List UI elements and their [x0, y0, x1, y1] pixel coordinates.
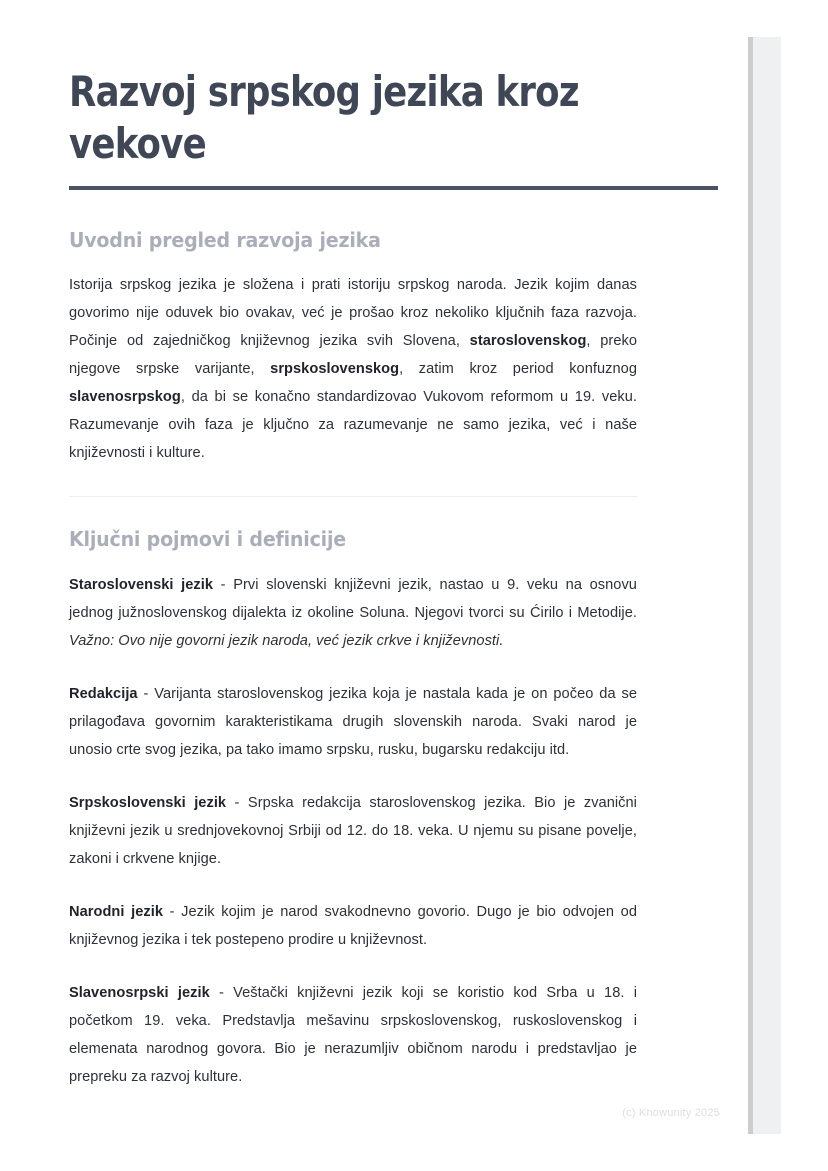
term-label: slavenosrpskog	[69, 389, 181, 405]
term-label: Redakcija	[69, 686, 138, 702]
text-run: - Veštački književni jezik koji se koristio kod Srba u 18. i početkom 19. veka. Predstavlja mešavinu srpskoslovenskog, ruskoslovenskog i elemenata narodnog govora. Bio je nerazumljiv običnom narodu i predstavljao je prepreku za razvoj kulture.	[69, 985, 637, 1085]
section-separator	[69, 496, 637, 497]
intro-paragraph	[69, 271, 637, 467]
text-run: - Varijanta staroslovenskog jezika koja je nastala kada je on počeo da se prilagođava govornim karakteristikama drugih slovenskih naroda. Svaki narod je unosio crte svog jezika, pa tako imamo srpsku, rusku, bugarsku redakciju itd.	[69, 686, 637, 758]
term-definition	[69, 571, 637, 655]
document-content	[69, 66, 637, 1091]
section-intro	[69, 227, 637, 467]
text-run: - Jezik kojim je narod svakodnevno govorio. Dugo je bio odvojen od književnog jezika i tek postepeno prodire u književnost.	[69, 904, 637, 948]
term-label: Srpskoslovenski jezik	[69, 795, 227, 811]
term-label: srpskoslovenskog	[270, 361, 400, 377]
text-run: , da bi se konačno standardizovao Vukovom reformom u 19. veku. Razumevanje ovih faza je ključno za razumevanje ne samo jezika, već i naše književnosti i kulture.	[69, 389, 637, 461]
emphasis-note: Važno: Ovo nije govorni jezik naroda, već jezik crkve i književnosti.	[69, 633, 504, 649]
term-definition	[69, 898, 637, 954]
page-title: Razvoj srpskog jezika kroz vekove	[69, 67, 579, 168]
text-run: Istorija srpskog jezika je složena i prati istoriju srpskog naroda. Jezik kojim danas govorimo nije oduvek bio ovakav, već je prošao kroz nekoliko ključnih faza razvoja. Počinje od zajedničkog književnog jezika svih Slovena,	[69, 277, 637, 349]
term-label: Staroslovenski jezik	[69, 577, 214, 593]
term-definition	[69, 789, 637, 873]
term-label: Narodni jezik	[69, 904, 163, 920]
text-run: - Srpska redakcija staroslovenskog jezika. Bio je zvanični književni jezik u srednjovekovnoj Srbiji od 12. do 18. veka. U njemu su pisane povelje, zakoni i crkvene knjige.	[69, 795, 637, 867]
section-key-terms	[69, 526, 637, 1091]
footer-copyright: (c) Knowunity 2025	[622, 1107, 720, 1119]
term-definition	[69, 680, 637, 764]
term-label: staroslovenskog	[469, 333, 587, 349]
term-definition-list	[69, 571, 637, 1091]
title-divider	[69, 186, 718, 190]
page-side-panel[interactable]	[748, 37, 781, 1134]
term-label: Slavenosrpski jezik	[69, 985, 210, 1001]
text-run: , zatim kroz period konfuznog	[399, 361, 637, 377]
term-definition	[69, 979, 637, 1091]
section-heading-key-terms: Ključni pojmovi i definicije	[69, 527, 347, 551]
section-heading-intro: Uvodni pregled razvoja jezika	[69, 228, 381, 252]
text-run: , preko njegove srpske varijante,	[69, 333, 637, 377]
text-run: - Prvi slovenski književni jezik, nastao u 9. veku na osnovu jednog južnoslovenskog dijalekta iz okoline Soluna. Njegovi tvorci su Ćirilo i Metodije.	[69, 577, 637, 621]
